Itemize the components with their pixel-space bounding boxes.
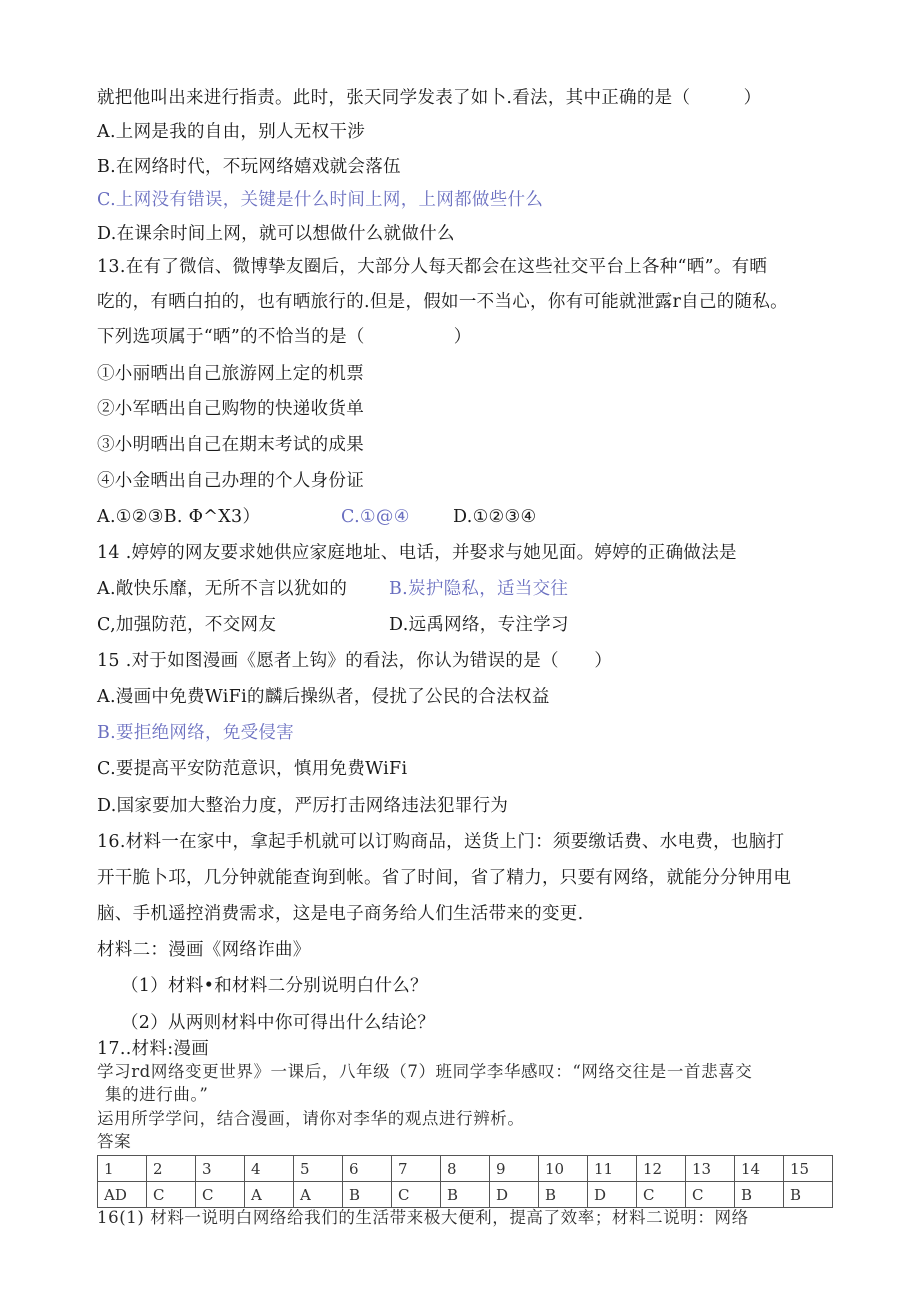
answer-table-numbers-row [98, 1156, 833, 1182]
question-16-material-1-3: 脑、手机遥控消费需求，这是电子商务给人们生活带来的变更. [97, 904, 584, 924]
question-15-stem: 15 .对于如图漫画《愿者上钩》的看法，你认为错误的是（ ） [97, 651, 613, 671]
answer-number-cell: 3 [196, 1156, 245, 1182]
answer-value-cell: C [392, 1182, 441, 1208]
answer-number-cell: 14 [735, 1156, 784, 1182]
answer-number-cell: 9 [490, 1156, 539, 1182]
answer-value-cell: B [343, 1182, 392, 1208]
answer-value-cell: C [686, 1182, 735, 1208]
answer-table-answers-row [98, 1182, 833, 1208]
q13-option-d: D.①②③④ [453, 507, 537, 527]
answer-number-cell: 12 [637, 1156, 686, 1182]
answer-number-cell: 4 [245, 1156, 294, 1182]
answer-number-cell: 2 [147, 1156, 196, 1182]
question-16-material-1-2: 开干脆卜邛，几分钟就能查询到帐。省了时间，省了精力，只要有网络，就能分分钟用电 [97, 868, 792, 888]
q13-option-c: C.①@④ [341, 507, 410, 527]
answer-value-cell: D [490, 1182, 539, 1208]
q14-option-d: D.远禹网络，专注学习 [389, 615, 569, 635]
q16-subquestion-2: （2）从两则材料中你可得出什么结论？ [121, 1013, 436, 1033]
q15-option-c: C.要提高平安防范意识，慎用免费WiFi [97, 759, 408, 779]
question-13-stem: 13.在有了微信、微博挚友圈后，大部分人每天都会在这些社交平台上各种“晒”。有晒 [97, 257, 768, 277]
answer-value-cell: AD [98, 1182, 147, 1208]
question-14-stem: 14 .婷婷的网友要求她供应家庭地址、电话，并娶求与她见面。婷婷的正确做法是 [97, 543, 737, 563]
answer-16-explanation: 16(1) 材料一说明白网络给我们的生活带来极大便利，提高了效率；材料二说明：网络 [97, 1208, 749, 1227]
answer-number-cell: 10 [539, 1156, 588, 1182]
answer-number-cell: 15 [784, 1156, 833, 1182]
question-17-task: 运用所学学问，结合漫画，请你对李华的观点进行辨析。 [97, 1109, 525, 1128]
answer-value-cell: B [539, 1182, 588, 1208]
q12-option-a: A.上网是我的自由，别人无权干涉 [97, 122, 365, 142]
answer-number-cell: 8 [441, 1156, 490, 1182]
answer-number-cell: 13 [686, 1156, 735, 1182]
q16-subquestion-1: （1）材料•和材料二分别说明白什么？ [121, 976, 428, 996]
answer-number-cell: 11 [588, 1156, 637, 1182]
answer-number-cell: 1 [98, 1156, 147, 1182]
answer-number-cell: 7 [392, 1156, 441, 1182]
q14-option-b: B.炭护隐私，适当交往 [389, 579, 569, 599]
q12-option-d: D.在课余时间上网，就可以想做什么就做什么 [97, 224, 455, 244]
answer-value-cell: B [441, 1182, 490, 1208]
question-17-stem-2: 集的进行曲。” [105, 1085, 209, 1104]
question-13-stem-3: 下列选项属于“晒”的不恰当的是（ ） [97, 327, 472, 347]
answer-value-cell: D [588, 1182, 637, 1208]
question-17-stem: 学习rd网络变更世界》一课后，八年级（7）班同学李华感叹：“网络交往是一首悲喜交 [97, 1062, 753, 1081]
q13-item-2: ②小军晒出自己购物的快递收货单 [97, 399, 364, 419]
q14-option-c: C,加强防范，不交网友 [97, 615, 277, 635]
q13-options-ab: A.①②③B. Φ^X3） [97, 507, 261, 527]
q14-option-a: A.敞快乐靡，无所不言以犹如的 [97, 579, 348, 599]
q12-option-c: C.上网没有错误，关键是什么时间上网，上网都做些什么 [97, 190, 544, 210]
answer-value-cell: B [735, 1182, 784, 1208]
answer-value-cell: A [245, 1182, 294, 1208]
answer-value-cell: A [294, 1182, 343, 1208]
answer-value-cell: C [196, 1182, 245, 1208]
q13-item-1: ①小丽晒出自己旅游网上定的机票 [97, 364, 364, 384]
answer-value-cell: B [784, 1182, 833, 1208]
q12-option-b: B.在网络时代，不玩网络嬉戏就会落伍 [97, 157, 401, 177]
q13-item-3: ③小明晒出自己在期末考试的成果 [97, 435, 364, 455]
question-16-material-1: 16.材料一在家中，拿起手机就可以订购商品，送货上门：须要缴话费、水电费，也脑打 [97, 832, 785, 852]
q15-option-d: D.国家要加大整治力度，严厉打击网络违法犯罪行为 [97, 796, 509, 816]
q15-option-a: A.漫画中免费WiFi的麟后操纵者，侵扰了公民的合法权益 [97, 687, 550, 707]
question-17-title: 17..材料:漫画 [97, 1039, 209, 1059]
question-16-material-2: 材料二：漫画《网络诈曲》 [97, 940, 311, 960]
answer-number-cell: 6 [343, 1156, 392, 1182]
q13-item-4: ④小金晒出自己办理的个人身份证 [97, 471, 364, 491]
question-12-stem: 就把他叫出来进行指责。此时，张天同学发表了如卜.看法，其中正确的是（ ） [97, 88, 762, 108]
answer-heading: 答案 [97, 1132, 132, 1151]
answer-number-cell: 5 [294, 1156, 343, 1182]
answer-table [97, 1155, 833, 1208]
answer-value-cell: C [147, 1182, 196, 1208]
answer-value-cell: C [637, 1182, 686, 1208]
q15-option-b: B.要拒绝网络，免受侵害 [97, 723, 295, 743]
question-13-stem-2: 吃的，有晒白拍的，也有晒旅行的.但是，假如一不当心，你有可能就泄露r自己的随私。 [97, 292, 788, 312]
